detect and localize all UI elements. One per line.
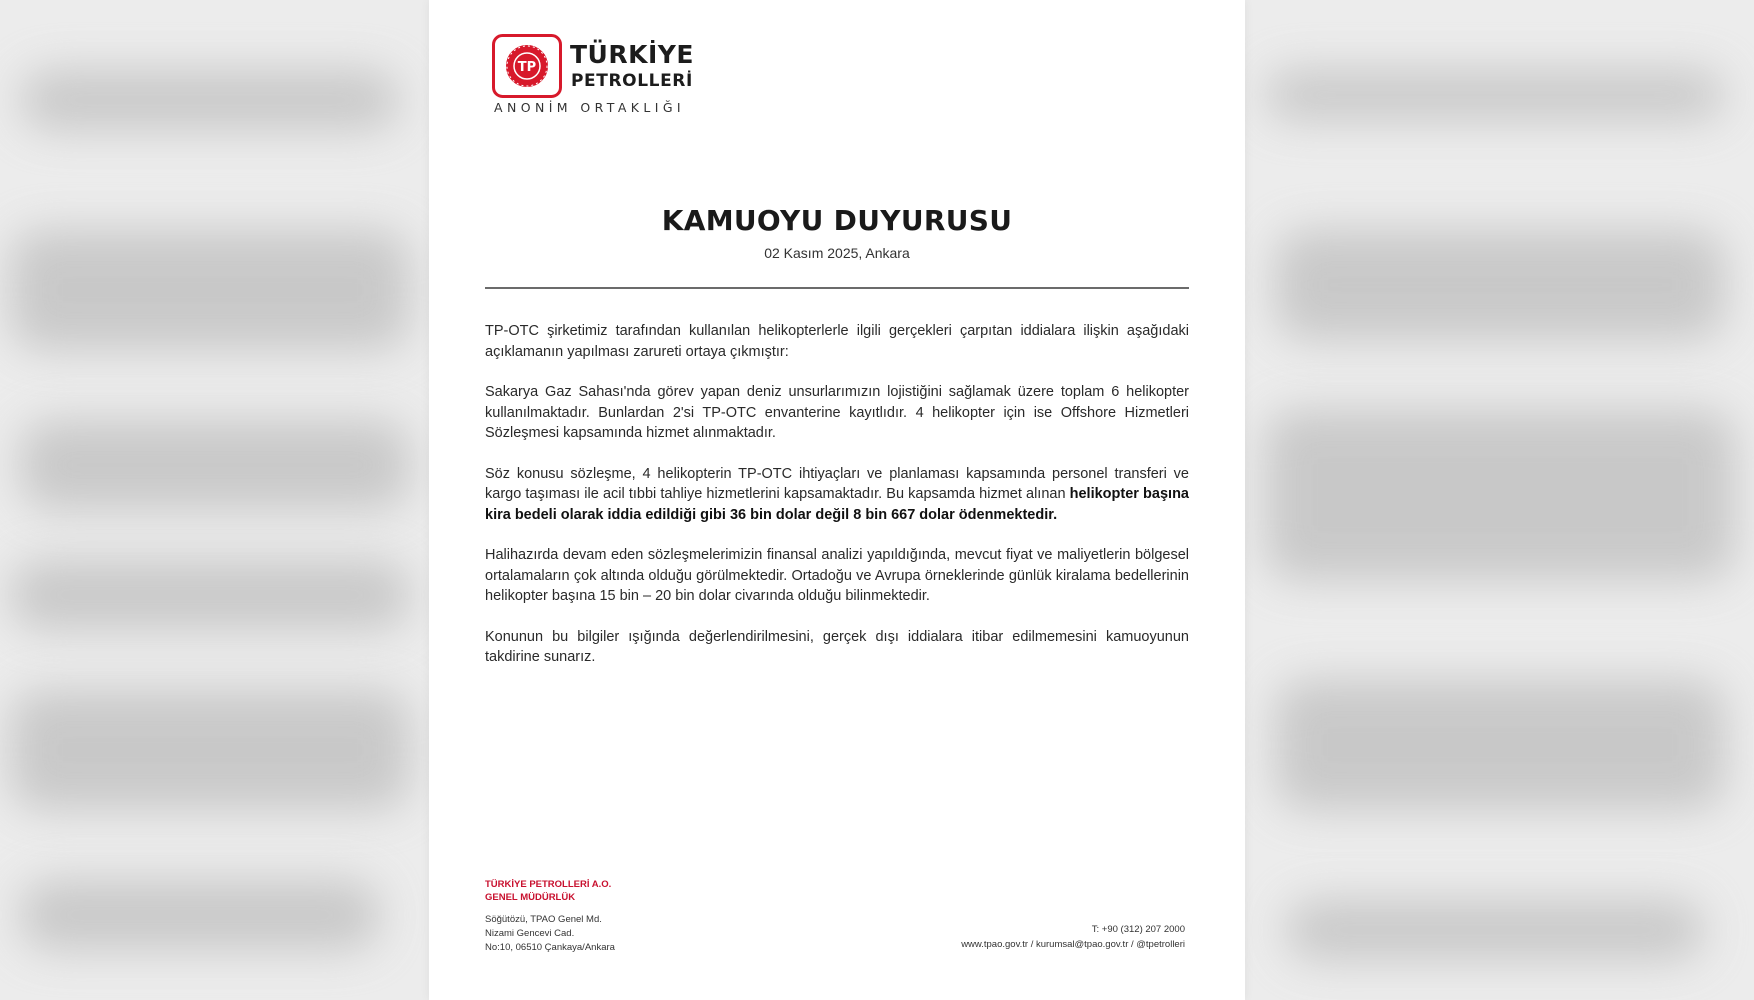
footer-address-line-1: Söğütözü, TPAO Genel Md. [485, 914, 602, 925]
footer-phone: T: +90 (312) 207 2000 [1091, 924, 1185, 935]
document-body [485, 321, 1189, 688]
tp-emblem-text: TP [517, 60, 537, 75]
footer-organization [485, 878, 725, 904]
tpao-logo [492, 34, 692, 120]
paragraph-3 [485, 464, 1189, 526]
background-left-blurred [0, 0, 429, 1000]
footer-org-line-1: TÜRKİYE PETROLLERİ A.O. [485, 879, 612, 890]
footer-address-line-2: Nizami Gencevi Cad. [485, 928, 575, 939]
paragraph-1: TP-OTC şirketimiz tarafından kullanılan helikopterlerle ilgili gerçekleri çarpıtan iddialara ilişkin aşağıdaki açıklamanın yapılması zarureti ortaya çıkmıştır: [485, 323, 1189, 360]
footer-web-email: www.tpao.gov.tr / kurumsal@tpao.gov.tr / @tpetrolleri [961, 939, 1185, 950]
blur-shape [1275, 680, 1725, 810]
blur-shape [20, 880, 380, 950]
tp-emblem-icon [492, 34, 562, 98]
blur-shape [10, 690, 410, 810]
logo-subtitle: ANONİM ORTAKLIĞI [494, 100, 685, 115]
footer-address-block [485, 878, 725, 955]
document-date: 02 Kasım 2025, Ankara [764, 245, 910, 261]
blur-shape [1265, 410, 1735, 580]
blur-shape [1275, 230, 1725, 340]
press-release-page [429, 0, 1245, 1000]
paragraph-3-bold-text: helikopter başına kira bedeli olarak iddia edildiği gibi 36 bin dolar değil 8 bin 667 dolar ödenmektedir. [485, 486, 1189, 523]
footer-address-line-3: No:10, 06510 Çankaya/Ankara [485, 942, 615, 953]
blur-shape [20, 70, 400, 130]
background-right-blurred [1245, 0, 1754, 1000]
blur-shape [1285, 900, 1705, 960]
logo-word-turkiye: TÜRKİYE [570, 40, 694, 69]
logo-word-petrolleri: PETROLLERİ [571, 71, 693, 91]
paragraph-5: Konunun bu bilgiler ışığında değerlendirilmesini, gerçek dışı iddialara itibar edilmemesini kamuoyunun takdirine sunarız. [485, 628, 1189, 665]
blur-shape [1265, 70, 1725, 120]
paragraph-2: Sakarya Gaz Sahası'nda görev yapan deniz unsurlarımızın lojistiğini sağlamak üzere toplam 6 helikopter kullanılmaktadır. Bunlardan 2'si TP-OTC envanterine kayıtlıdır. 4 helikopter için ise Offshore Hizmetleri Sözleşmesi kapsamında hizmet alınmaktadır. [485, 384, 1189, 441]
blur-shape [10, 230, 410, 350]
blur-shape [20, 420, 410, 510]
paragraph-3-text: Söz konusu sözleşme, 4 helikopterin TP-OTC ihtiyaçları ve planlaması kapsamında personel transferi ve kargo taşıması ile acil tıbbi tahliye hizmetlerini kapsamaktadır. Bu kapsamda hizmet alınan [485, 465, 1189, 502]
footer-contact-block [825, 922, 1185, 952]
footer-org-line-2: GENEL MÜDÜRLÜK [485, 892, 576, 903]
document-title: KAMUOYU DUYURUSU [661, 204, 1013, 237]
blur-shape [10, 560, 410, 630]
footer-address [485, 913, 725, 955]
paragraph-4: Halihazırda devam eden sözleşmelerimizin finansal analizi yapıldığında, mevcut fiyat ve maliyetlerin bölgesel ortalamaların çok altında olduğu görülmektedir. Ortadoğu ve Avrupa örneklerinde günlük kiralama bedellerinin helikopter başına 15 bin – 20 bin dolar civarında olduğu bilinmektedir. [485, 547, 1189, 604]
title-divider [485, 287, 1189, 289]
